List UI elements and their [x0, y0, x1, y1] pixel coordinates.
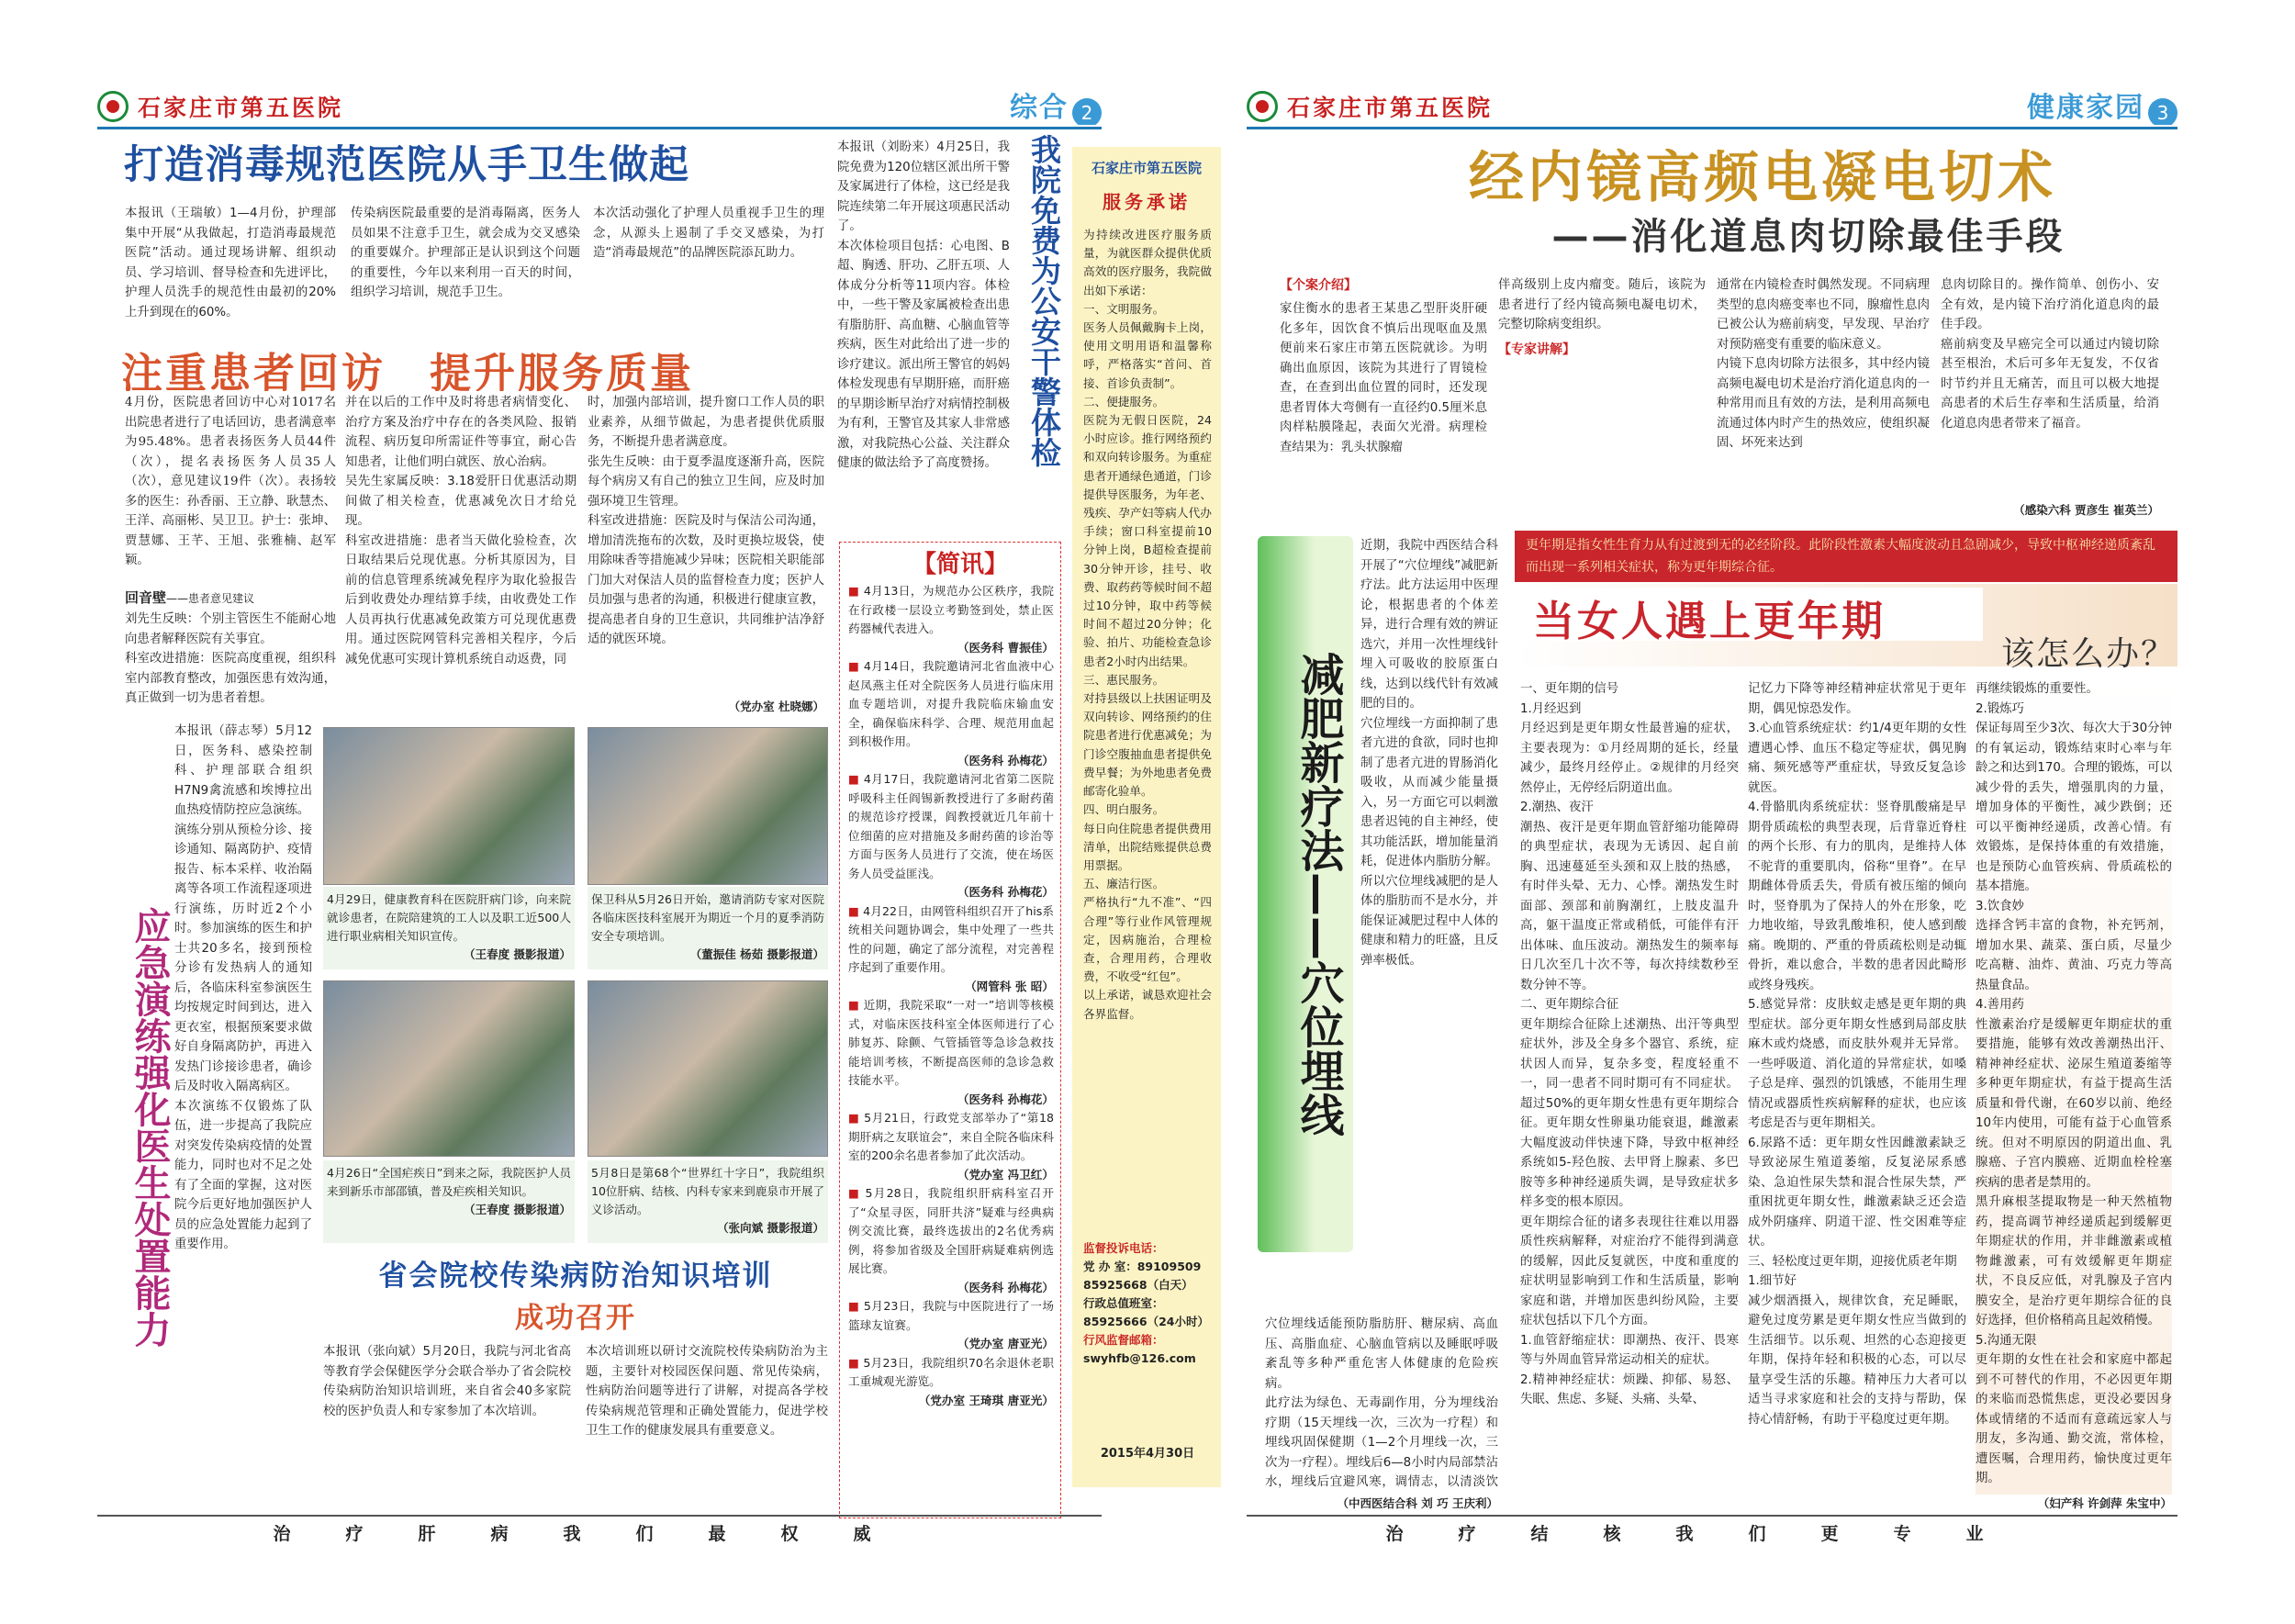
body-menopause-1: 一、更年期的信号 1.月经迟到 月经迟到是更年期女性最普遍的症状，主要表现为：①月经周期的延长，经量减少，最终月经停止。②规律的月经突然停止，无停经后阴道出血。 2.潮热、夜汗 潮热、夜汗是更年期血管舒缩功能障碍的典型症状，表现为无诱因、起自前胸、迅速蔓延至头颈和双上肢的热感，有时伴头晕、无力、心悸。潮热发生时面部、颈部和前胸潮红，上肢皮温升高，躯干温度正常或稍低，可能伴有汗出体味、血压波动。潮热发生的频率每日几次至几十次不等，每次持续数秒至数分钟不等。 二、更年期综合征 更年期综合征除上述潮热、出汗等典型症状外，涉及全身多个器官、系统，症状因人而异，复杂多变，程度轻重不一，同一患者不同时期可有不同症状。超过50%的更年期女性患有更年期综合征。更年期女性卵巢功能衰退，雌激素大幅度波动伴快速下降，导致中枢神经系统如5-羟色胺、去甲肾上腺素、多巴胺等多种神经递质失调，是导致症状多样多变的根本原因。 更年期综合征的诸多表现往往难以用器质性疾病解释，对症治疗不能得到满意的缓解，因此反复就医，中度和重度的症状明显影响到工作和生活质量，影响家庭和谐，并增加医患纠纷风险，主要症状包括以下几个方面。 1.血管舒缩症状：即潮热、夜汗、畏寒等与外周血管异常运动相关的症状。 2.精神神经症状：烦躁、抑郁、易怒、失眠、焦虑、多疑、头痛、头晕、	[1520, 682, 1739, 1406]
photo-fire-training	[588, 727, 828, 885]
subheadline-endoscopy: ——消化道息肉切除最佳手段	[1551, 216, 2066, 258]
photo-health-education	[323, 727, 575, 885]
header-rule-right	[1247, 127, 2177, 129]
headline-patient-followup: 注重患者回访 提升服务质量	[121, 349, 695, 391]
photo-malaria-day	[323, 980, 575, 1157]
news-brief-list	[848, 582, 1054, 1517]
byline-menopause: （妇产科 许剑萍 朱宝中）	[2037, 1496, 2172, 1510]
service-title: 服务承诺	[1103, 191, 1191, 213]
headline-emergency-drill: 应急演练强化医生处置能力	[129, 907, 171, 1348]
headline-hand-hygiene: 打造消毒规范医院从手卫生做起	[124, 142, 689, 188]
headline-acupoint: 减肥新疗法——穴位埋线	[1293, 652, 1344, 1137]
body-emergency-drill: 本报讯（薛志琴）5月12日，医务科、感染控制科、护理部联合组织H7N9禽流感和埃博拉出血热疫情防控应急演练。 演练分别从预检分诊、接诊通知、隔离防护、疫情报告、标本采样、收治隔离等各项工作流程逐项进行演练，历时近2个小时。参加演练的医生和护士共20多名，接到预检分诊有发热病人的通知后，各临床科室参演医生均按规定时间到达，进入更衣室，根据预案要求做好自身隔离防护，再进入发热门诊接诊患者，确诊后及时收入隔离病区。 本次演练不仅锻炼了队伍，进一步提高了我院应对突发传染病疫情的处置能力，同时也对不足之处有了全面的掌握，这对医院今后更好地加强医护人员的应急处置能力起到了重要作用。	[174, 724, 312, 1251]
body-endoscopy-4: 息肉切除目的。操作简单、创伤小、安全有效，是内镜下治疗消化道息肉的最佳手段。 癌前病变及早癌完全可以通过内镜切除甚至根治，术后可多年无复发，不仅省时节约并且无痛苦，而且可以极大地提高患者的术后生存率和生活质量，给消化道息肉患者带来了福音。	[1941, 278, 2159, 431]
body-followup-1: 4月份，医院患者回访中心对1017名出院患者进行了电话回访，患者满意率为95.48%。患者表扬医务人员44件（次），提名表扬医务人员35人（次），意见建议19件（次）。表扬较多的医生：孙香丽、王立静、耿慧杰、王洋、高丽彬、吴卫卫。护士：张坤、贾慧娜、王芊、王旭、张雅楠、赵军颖。	[125, 396, 336, 567]
news-item: ■ 5月21日，行政党支部举办了“第18期肝病之友联谊会”，来自全院各临床科室的200余名患者参加了此次活动。 （党办室 冯卫红）	[848, 1111, 1054, 1182]
hospital-name: 石家庄市第五医院	[1287, 95, 1494, 121]
body-acupoint-2: 穴位埋线适能预防脂肪肝、糖尿病、高血压、高脂血症、心脑血管病以及睡眠呼吸紊乱等多种严重危害人体健康的危险疾病。 此疗法为绿色、无毒副作用，分为埋线治疗期（15天埋线一次，三次为一疗程）和埋线巩固保健期（1—2个月埋线一次，三次为一疗程）。埋线后6—8小时内局部禁沾水，埋线后宜避风寒，调情志，以清淡饮	[1265, 1317, 1498, 1489]
news-item: ■ 4月14日，我院邀请河北省血液中心赵凤燕主任对全院医务人员进行临床用血专题培训，对提升我院临床输血安全，确保临床科学、合理、规范用血起到积极作用。 （医务科 孙梅花）	[848, 659, 1054, 767]
body-followup-feedback: 刘先生反映：个别主管医生不能耐心地向患者解释医院有关事宜。 科室改进措施：医院高度重视，组织科室内部教育整改，加强医患有效沟通，真正做到一切为患者着想。	[125, 612, 336, 705]
subheadline-menopause: 该怎么办？	[2000, 635, 2176, 672]
news-item: ■ 4月22日，由网管科组织召开了his系统相关问题协调会，集中处理了一些共性的问题，确定了部分流程，对完善程序起到了重要作用。 （网管科 张 昭）	[848, 903, 1054, 993]
byline-endoscopy: （感染六科 贾彦生 崔英兰）	[2013, 503, 2159, 517]
body-acupoint-1: 近期，我院中西医结合科开展了“穴位埋线”减肥新疗法。此方法运用中医理论，根据患者的个体差异，进行合理有效的辨证选穴，并用一次性埋线针埋入可吸收的胶原蛋白线，达到以线代针有效减肥的目的。 穴位埋线一方面抑制了患者亢进的食欲，同时也抑制了患者亢进的胃肠消化吸收，从而减少能量摄入，另一方面它可以刺激患者迟钝的自主神经，使其功能活跃，增加能量消耗，促进体内脂肪分解。所以穴位埋线减肥的是人体的脂肪而不是水分，并能保证减肥过程中人体的健康和精力的旺盛，且反弹率极低。	[1360, 539, 1498, 968]
page-number: 2	[1072, 98, 1102, 126]
body-hand-hygiene-2: 传染病医院最重要的是消毒隔离，医务人员如果不注意手卫生，就会成为交叉感染的重要媒介。护理部正是认识到这个问题的重要性，今年以来利用一百天的时间，组织学习培训，规范手卫生。	[351, 207, 580, 299]
body-followup-3: 时，加强内部培训，提升窗口工作人员的职业素养，从细节做起，为患者提供优质服务，不断提升患者满意度。 张先生反映：由于夏季温度逐渐升高，医院每个病房又有自己的独立卫生间，应及时加强环境卫生管理。 科室改进措施：医院及时与保洁公司沟通，增加清洗拖布的次数，及时更换垃圾袋，使用除味香等措施减少异味；医院相关职能部门加大对保洁人员的监督检查力度；医护人员加强与患者的沟通，积极进行健康宣教，提高患者自身的卫生意识，共同维护洁净舒适的就医环境。	[588, 396, 824, 646]
body-hand-hygiene-3: 本次活动强化了护理人员重视手卫生的理念，从源头上遏制了手交叉感染，为打造“消毒最规范”的品牌医院添瓦助力。	[593, 207, 824, 260]
footer-rule-right	[1247, 1515, 2177, 1517]
headline-training-course: 省会院校传染病防治知识培训	[378, 1260, 773, 1293]
menopause-banner: 更年期是指女性生育力从有过渡到无的必经阶段。此阶段性激素大幅度波动且急剧减少，导致中枢神经递质紊乱而出现一系列相关症状，称为更年期综合征。	[1515, 531, 2177, 582]
feedback-heading: 回音壁——患者意见建议	[125, 589, 255, 606]
footer-rule-left	[97, 1515, 1102, 1517]
news-item: ■ 5月28日，我院组织肝病科室召开了“众星寻医，同肝共济”疑难与经典病例交流比赛，最终选拔出的2名优秀病例，将参加省级及全国肝病疑难病例选展比赛。 （医务科 孙梅花）	[848, 1186, 1054, 1294]
headline-police-checkup: 我院免费为公安干警体检	[1026, 134, 1062, 467]
body-training-course-2: 本次培训班以研讨交流院校传染病防治为主题，主要针对校园医保问题、常见传染病，性病防治问题等进行了讲解，对提高各学校传染病规范管理和正确处置能力，促进学校卫生工作的健康发展具有重要意义。	[586, 1345, 828, 1438]
news-brief-title: 【简讯】	[912, 551, 1009, 578]
news-item: ■ 近期，我院采取“一对一”培训等核模式，对临床医技科室全体医师进行了心肺复苏、除颤、气管插管等急诊急救技能培训考核，不断提高医师的急诊急救技能水平。 （医务科 孙梅花）	[848, 998, 1054, 1106]
body-police-checkup: 本报讯（刘盼来）4月25日，我院免费为120位辖区派出所干警及家属进行了体检，这已经是我院连续第二年开展这项惠民活动了。 本次体检项目包括：心电图、B超、胸透、肝功、乙肝五项、人体成分分析等11项内容。体检中，一些干警及家属被检查出患有脂肪肝、高血糖、心脑血管等疾病，医生对此给出了进一步的诊疗建议。派出所王警官的妈妈体检发现患有早期肝癌，而肝癌的早期诊断早治疗对病情控制极为有利，王警官及其家人非常感激，对我院热心公益、关注群众健康的做法给予了高度赞扬。	[837, 140, 1010, 470]
caption-health-education: 4月29日，健康教育科在医院肝病门诊，向来院就诊患者，在院陪建筑的工人以及职工近500人进行职业病相关知识宣传。 （王春度 摄影报道）	[323, 887, 575, 969]
byline-acupoint: （中西医结合科 刘 巧 王庆利）	[1337, 1496, 1498, 1510]
body-endoscopy-1: 家住衡水的患者王某患乙型肝炎肝硬化多年，因饮食不慎后出现呕血及黑便前来石家庄市第五医院就诊。为明确出血原因，该院为其进行了胃镜检查，在查到出血位置的同时，还发现患者胃体大弯侧有一直径约0.5厘米息肉样粘膜隆起，表面欠光滑。病理检查结果为：乳头状腺瘤	[1280, 302, 1487, 454]
page-number: 3	[2148, 98, 2177, 126]
body-endoscopy-2a: 伴高级别上皮内瘤变。随后，该院为患者进行了经内镜高频电凝电切术，完整切除病变组织。	[1498, 278, 1706, 331]
caption-red-cross-day: 5月8日是第68个“世界红十字日”，我院组织10位肝病、结核、内科专家来到鹿泉市开展了义诊活动。 （张向斌 摄影报道）	[588, 1160, 828, 1243]
service-date: 2015年4月30日	[1100, 1447, 1195, 1461]
headline-endoscopy: 经内镜高频电凝电切术	[1469, 146, 2056, 204]
body-menopause-3: 再继续锻炼的重要性。 2.锻炼巧 保证每周至少3次、每次大于30分钟的有氧运动，锻炼结束时心率与年龄之和达到170。合理的锻炼，可以减少骨的丢失，增强肌肉的力量，增加身体的平衡性，减少跌倒；还可以平衡神经递质，改善心情。有效锻炼，是保持体重的有效措施，也是预防心血管疾病、骨质疏松的基本措施。 3.饮食妙 选择含钙丰富的食物，补充钙剂，增加水果、蔬菜、蛋白质，尽量少吃高糖、油炸、黄油、巧克力等高热量食品。 4.善用药 性激素治疗是缓解更年期症状的重要措施，能够有效改善潮热出汗、精神神经症状、泌尿生殖道萎缩等多种更年期症状，有益于提高生活质量和骨代谢，在60岁以前、绝经10年内使用，可能有益于心血管系统。但对不明原因的阴道出血、乳腺癌、子宫内膜癌、近期血栓栓塞疾病的患者是禁用的。 黑升麻根茎提取物是一种天然植物药，提高调节神经递质起到缓解更年期症状的作用，并非雌激素或植物雌激素，可有效缓解更年期症状，不良反应低，对乳腺及子宫内膜安全，是治疗更年期综合征的良好选择，但价格稍高且起效稍慢。 5.沟通无限 更年期的女性在社会和家庭中都起到不可替代的作用，不必因更年期的来临而恐慌焦虑，更没必要因身体或情绪的不适而有意疏远家人与朋友，多沟通、勤交流，常体检，遭医嘱，合理用药，愉快度过更年期。	[1976, 679, 2172, 1495]
section-label-left: 综合 2	[973, 84, 1102, 125]
hospital-name: 石家庄市第五医院	[138, 95, 344, 121]
news-item: ■ 4月13日，为规范办公区秩序，我院在行政楼一层设立考勤签到处，禁止医药器械代表进入。 （医务科 曹振佳）	[848, 584, 1054, 655]
caption-fire-training: 保卫科从5月26日开始，邀请消防专家对医院各临床医技科室展开为期近一个月的夏季消防安全专项培训。 （董振佳 杨茹 摄影报道）	[588, 887, 828, 969]
caption-malaria-day: 4月26日“全国疟疾日”到来之际，我院医护人员来到新乐市部邵镇，普及疟疾相关知识。 （王春度 摄影报道）	[323, 1160, 575, 1243]
news-item: ■ 4月17日，我院邀请河北省第二医院呼吸科主任阎锡新教授进行了多耐药菌的规范诊疗授课，阎教授就近几年前十位细菌的应对措施及多耐药菌的诊治等方面与医务人员进行了交流，使在场医务人员受益匪浅。 （医务科 孙梅花）	[848, 772, 1054, 899]
service-hospital-name: 石家庄市第五医院	[1091, 160, 1202, 176]
body-endoscopy-3: 通常在内镜检查时偶然发现。不同病理类型的息肉癌变率也不同，腺瘤性息肉已被公认为癌前病变，早发现、早治疗对预防癌变有重要的临床意义。 内镜下息肉切除方法很多，其中经内镜高频电凝电切术是治疗消化道息肉的一种常用而且有效的方法，是利用高频电流通过体内时产生的热效应，使组织凝固、坏死来达到	[1717, 278, 1930, 450]
news-item: ■ 5月23日，我院组织70名余退休老职工重城观光游览。 （党办室 王琦琪 唐亚光）	[848, 1355, 1054, 1407]
service-commitment-text: 为持续改进医疗服务质量，为就医群众提供优质高效的医疗服务，我院做出如下承诺： 一、文明服务。 医务人员佩戴胸卡上岗，使用文明用语和温馨称呼，严格落实“首问、首接、首诊负责制”。 二、便捷服务。 医院为无假日医院，24小时应诊。推行网络预约和双向转诊服务。为重症患者开通绿色通道，门诊提供导医服务，为年老、残疾、孕产妇等病人代办手续；窗口科室提前10分钟上岗，B超检查提前30分钟开诊，挂号、收费、取药药等候时间不超过10分钟，取中药等候时间不超过20分钟；化验、拍片、功能检查急诊患者2小时内出结果。 三、惠民服务。 对持县级以上扶困证明及双向转诊、网络预约的住院患者进行优惠减免；为门诊空腹抽血患者提供免费早餐；为外地患者免费邮寄化验单。 四、明白服务。 每日向住院患者提供费用清单，出院结账提供总费用票据。 五、廉洁行医。 严格执行“九不准”、“四合理”等行业作风管理规定，因病施治，合理检查，合理用药，合理收费，不收受“红包”。 以上承诺，诚恳欢迎社会各界监督。	[1083, 228, 1212, 1021]
hospital-logo-left	[97, 88, 465, 125]
body-menopause-2: 记忆力下降等神经精神症状常见于更年期，偶见惊恐发作。 3.心血管系统症状：约1/4更年期的女性遭遇心悸、血压不稳定等症状，偶见胸痛、频死感等严重症状，导致反复急诊就医。 4.骨骼肌肉系统症状：竖脊肌酸痛是早期骨质疏松的典型表现，后背靠近脊柱的两个长形、有力的肌肉，是维持人体不驼背的重要肌肉，俗称“里脊”。在早期雌体骨质丢失，骨质有被压缩的倾向时，竖脊肌为了保持人的外在形象，吃力地收缩，导致乳酸堆积，使人感到酸痛。晚期的、严重的骨质疏松则是动辄骨折，难以愈合，半数的患者因此畸形或终身残疾。 5.感觉异常：皮肤蚁走感是更年期的典型症状。部分更年期女性感到局部皮肤麻木或灼烧感，而皮肤外观并无异常。一些呼吸道、消化道的异常症状，如嗓子总是痒、强烈的饥饿感，不能用生理情况或器质性疾病解释的症状，也应该考虑是否与更年期相关。 6.尿路不适：更年期女性因雌激素缺乏导致泌尿生殖道萎缩，反复泌尿系感染、急迫性尿失禁和混合性尿失禁，严重困扰更年期女性，雌激素缺乏还会造成外阴瘙痒、阴道干涩、性交困难等症状。 三、轻松度过更年期，迎接优质老年期 1.细节好 减少烟酒摄入，规律饮食，充足睡眠，避免过度劳累是更年期女性应当做到的生活细节。以乐观、坦然的心态迎接更年期，保持年轻和积极的心态，可以尽量享受生活的乐趣。精神压力大者可以适当寻求家庭和社会的支持与帮助，保持心情舒畅，有助于平稳度过更年期。	[1748, 682, 1966, 1427]
headline-menopause: 当女人遇上更年期	[1524, 588, 1983, 641]
byline-followup: （党办室 杜晓娜）	[728, 700, 824, 713]
tag-case: 【个案介绍】	[1280, 278, 1357, 293]
news-item: ■ 5月23日，我院与中医院进行了一场篮球友谊赛。 （党办室 唐亚光）	[848, 1299, 1054, 1350]
hospital-seal-icon	[1247, 91, 1278, 122]
footer-slogan-right: 治疗结核我们更专业	[1385, 1524, 2039, 1544]
tag-expert: 【专家讲解】	[1498, 342, 1575, 357]
section-label-right: 健康家园 3	[1974, 84, 2177, 125]
photo-red-cross-day	[588, 980, 828, 1157]
headline-training-course-2: 成功召开	[515, 1302, 636, 1335]
hospital-seal-icon	[97, 91, 129, 122]
header-rule-left	[97, 127, 1102, 129]
body-hand-hygiene-1: 本报讯（王瑞敏）1—4月份，护理部集中开展“从我做起，打造消毒最规范医院”活动。通过现场讲解、组织动员、学习培训、督导检查和先进评比，护理人员洗手的规范性由最初的20%上升到现在的60%。	[125, 207, 336, 319]
service-contact: 监督投诉电话： 党 办 室：89109509 85925668（白天） 行政总值班室：85925666（24小时） 行风监督邮箱： swyhfb@126.com	[1083, 1241, 1209, 1365]
hospital-logo-right	[1247, 88, 1614, 125]
footer-slogan-left: 治疗肝病我们最权威	[273, 1524, 926, 1544]
body-followup-2: 并在以后的工作中及时将患者病情变化、治疗方案及治疗中存在的各类风险、报销流程、病历复印所需证件等事宜，耐心告知患者，让他们明白就医、放心治病。 吴先生家属反映：3.18爱肝日优惠活动期间做了相关检查，优惠减免次日才给兑现。 科室改进措施：患者当天做化验检查，次日取结果后兑现优惠。分析其原因为，目前的信息管理系统减免程序为取化验报告后到收费处办理结算手续，由收费处工作人员再执行优惠减免政策方可兑现优惠费用。通过医院网管科完善相关程序，今后减免优惠可实现计算机系统自动返费，同	[345, 396, 577, 666]
body-training-course-1: 本报讯（张向斌）5月20日，我院与河北省高等教育学会保健医学分会联合举办了省会院校传染病防治知识培训班，来自省会40多家院校的医护负责人和专家参加了本次培训。	[323, 1345, 571, 1418]
